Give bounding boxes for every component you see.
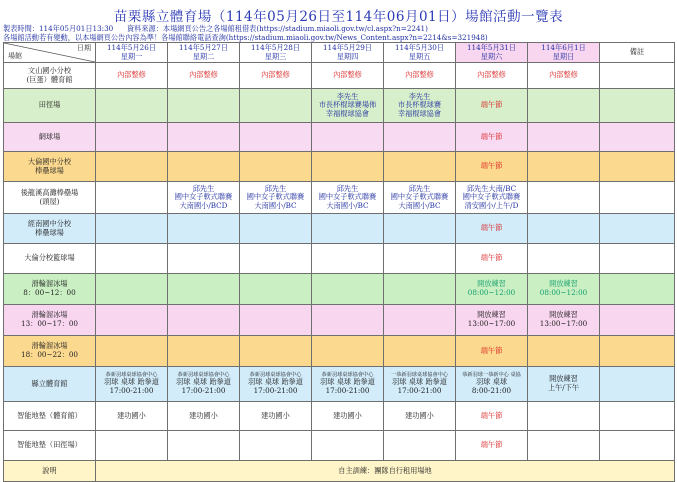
cell-note — [600, 182, 675, 214]
day-header-tue: 114年5月27日 星期二 — [168, 43, 240, 63]
cell-tue: 建功國小 — [168, 402, 240, 431]
venue-label: 大倫國中分校 棒壘球場 — [4, 152, 96, 182]
note-header: 備註 — [600, 43, 675, 63]
header-row — [4, 43, 675, 63]
cell-note — [600, 244, 675, 274]
cell-sun: 開放練習 08:00~12:00 — [528, 274, 600, 305]
cell-tue — [168, 152, 240, 182]
data-source: 資料來源：本場網頁公告之各場館租借表(https://stadium.miaoli.gov.tw/cl.aspx?n=2241) — [126, 24, 428, 33]
cell-note — [600, 274, 675, 305]
venue-label: 滑輪溜冰場 8：00~12：00 — [4, 274, 96, 305]
day-header-thu: 114年5月29日 星期四 — [312, 43, 384, 63]
cell-sun — [528, 402, 600, 431]
cell-mon — [96, 274, 168, 305]
change-notice: 各場館活動若有變動，以本場網頁公告內容為準！各場館聯絡電話查詢(https://stadium.miaoli.gov.tw/News_Content.aspx?n=2214&s=321948) — [3, 33, 488, 42]
row-skating-morning — [4, 274, 675, 305]
cell-sun — [528, 336, 600, 367]
corner-cell — [4, 43, 96, 63]
day-header-sat: 114年5月31日 星期六 — [456, 43, 528, 63]
cell-mon — [96, 305, 168, 336]
cell-thu — [312, 274, 384, 305]
explanation-text: 自主訓練：團隊自行租用場地 — [96, 461, 675, 482]
cell-sat: 端午節 — [456, 402, 528, 431]
cell-thu — [312, 305, 384, 336]
cell-tue — [168, 431, 240, 461]
cell-wed — [240, 244, 312, 274]
day-header-fri: 114年5月30日 星期五 — [384, 43, 456, 63]
cell-wed — [240, 336, 312, 367]
cell-mon — [96, 336, 168, 367]
cell-fri: 邱先生 國中女子軟式聯賽 大南國小/BC — [384, 182, 456, 214]
cell-note — [600, 336, 675, 367]
cell-tue: 恭新羽球桌球協會中心 羽球 桌球 跆拳道 17:00-21:00 — [168, 367, 240, 402]
cell-sat: 端午節 — [456, 336, 528, 367]
cell-fri — [384, 274, 456, 305]
venue-label: 田徑場 — [4, 89, 96, 123]
cell-thu — [312, 152, 384, 182]
cell-thu: 建功國小 — [312, 402, 384, 431]
cell-wed: 建功國小 — [240, 402, 312, 431]
cell-mon — [96, 152, 168, 182]
venue-label: 文山國小分校 (巨蛋）體育館 — [4, 63, 96, 89]
cell-thu: 李先生 市長杯棍球賽場佈 幸福棍球協會 — [312, 89, 384, 123]
venue-label: 後龍溪高灘棒壘場 (頭屋) — [4, 182, 96, 214]
cell-sun: 內部整修 — [528, 63, 600, 89]
cell-tue — [168, 274, 240, 305]
page-title: 苗栗縣立體育場（114年05月26日至114年06月01日）場館活動一覽表 — [113, 9, 564, 25]
cell-mon: 恭新羽球桌球協會中心 羽球 桌球 跆拳道 17:00-21:00 — [96, 367, 168, 402]
cell-mon — [96, 214, 168, 244]
cell-wed — [240, 431, 312, 461]
row-skating-afternoon — [4, 305, 675, 336]
day-header-mon: 114年5月26日 星期一 — [96, 43, 168, 63]
row-track-field — [4, 89, 675, 123]
venue-label: 大倫分校籃球場 — [4, 244, 96, 274]
cell-sat: 端午節 — [456, 431, 528, 461]
row-basketball-court — [4, 244, 675, 274]
cell-wed — [240, 123, 312, 152]
cell-note — [600, 89, 675, 123]
cell-tue: 內部整修 — [168, 63, 240, 89]
cell-sat: 端午節 — [456, 123, 528, 152]
made-time: 製表時間：114年05月01日13:30 — [3, 24, 114, 33]
cell-tue — [168, 89, 240, 123]
cell-wed — [240, 152, 312, 182]
row-jingnan-baseball — [4, 214, 675, 244]
cell-thu: 恭新羽球桌球協會中心 羽球 桌球 跆拳道 17:00-21:00 — [312, 367, 384, 402]
cell-mon — [96, 123, 168, 152]
corner-date-label: 日期 — [77, 44, 91, 52]
cell-tue: 邱先生 國中女子軟式聯賽 大南國小/BCD — [168, 182, 240, 214]
cell-sat: 端午節 — [456, 214, 528, 244]
cell-wed — [240, 274, 312, 305]
cell-mon: 內部整修 — [96, 63, 168, 89]
cell-tue — [168, 214, 240, 244]
cell-fri: 建功國小 — [384, 402, 456, 431]
cell-fri: 李先生 市長杯棍球賽 幸福棍球協會 — [384, 89, 456, 123]
cell-sun — [528, 431, 600, 461]
day-header-sun: 114年6月1日 星期日 — [528, 43, 600, 63]
venue-label: 經南國中分校 棒壘球場 — [4, 214, 96, 244]
row-skating-evening — [4, 336, 675, 367]
cell-note — [600, 367, 675, 402]
cell-note — [600, 123, 675, 152]
row-dalun-baseball — [4, 152, 675, 182]
cell-sun — [528, 182, 600, 214]
cell-mon — [96, 431, 168, 461]
cell-mon — [96, 244, 168, 274]
cell-sat: 開放練習 08:00~12:00 — [456, 274, 528, 305]
cell-thu: 內部整修 — [312, 63, 384, 89]
cell-tue — [168, 123, 240, 152]
cell-sat: 端午節 — [456, 244, 528, 274]
cell-sat: 內部整修 — [456, 63, 528, 89]
cell-thu — [312, 431, 384, 461]
cell-note — [600, 402, 675, 431]
cell-fri — [384, 431, 456, 461]
cell-fri — [384, 152, 456, 182]
cell-sat: 開放練習 13:00~17:00 — [456, 305, 528, 336]
cell-fri: 內部整修 — [384, 63, 456, 89]
cell-mon — [96, 182, 168, 214]
venue-label: 智能地墊（體育館） — [4, 402, 96, 431]
venue-label: 說明 — [4, 461, 96, 482]
cell-thu — [312, 336, 384, 367]
cell-wed: 恭新羽球桌球協會中心 羽球 桌球 跆拳道 17:00-21:00 — [240, 367, 312, 402]
cell-sat: 端午節 — [456, 152, 528, 182]
cell-thu — [312, 123, 384, 152]
cell-wed — [240, 89, 312, 123]
schedule-table — [3, 42, 675, 482]
cell-wed — [240, 305, 312, 336]
cell-wed — [240, 214, 312, 244]
cell-thu — [312, 244, 384, 274]
cell-fri — [384, 123, 456, 152]
cell-tue — [168, 336, 240, 367]
cell-note — [600, 63, 675, 89]
cell-fri: 一恭新羽球桌球協會中心 羽球 桌球 跆拳道 17:00-21:00 — [384, 367, 456, 402]
venue-label: 縣立體育館 — [4, 367, 96, 402]
row-houlong-baseball — [4, 182, 675, 214]
cell-sun: 開放練習 上午/下午 — [528, 367, 600, 402]
cell-tue — [168, 305, 240, 336]
row-smart-mat-track — [4, 431, 675, 461]
cell-mon: 建功國小 — [96, 402, 168, 431]
cell-thu: 邱先生 國中女子軟式聯賽 大南國小/BC — [312, 182, 384, 214]
cell-sat: 邱先生大南/BC 國中女子軟式聯賽 清安國小/上午/D — [456, 182, 528, 214]
row-tennis-court — [4, 123, 675, 152]
venue-label: 智能地墊（田徑場） — [4, 431, 96, 461]
cell-sun: 開放練習 13:00~17:00 — [528, 305, 600, 336]
cell-fri — [384, 336, 456, 367]
row-arena — [4, 63, 675, 89]
cell-thu — [312, 214, 384, 244]
cell-sat: 恭新羽球一恭新中心 桌協 羽球 桌球 8:00-21:00 — [456, 367, 528, 402]
row-county-gym — [4, 367, 675, 402]
cell-mon — [96, 89, 168, 123]
day-header-wed: 114年5月28日 星期三 — [240, 43, 312, 63]
cell-sun — [528, 152, 600, 182]
cell-note — [600, 152, 675, 182]
cell-fri — [384, 214, 456, 244]
cell-sun — [528, 89, 600, 123]
cell-note — [600, 214, 675, 244]
corner-venue-label: 場館 — [8, 52, 22, 61]
cell-note — [600, 305, 675, 336]
venue-label: 網球場 — [4, 123, 96, 152]
cell-tue — [168, 244, 240, 274]
cell-note — [600, 431, 675, 461]
cell-sun — [528, 123, 600, 152]
cell-sun — [528, 244, 600, 274]
venue-label: 滑輪溜冰場 13：00~17：00 — [4, 305, 96, 336]
row-explanation — [4, 461, 675, 482]
cell-sun — [528, 214, 600, 244]
venue-label: 滑輪溜冰場 18：00~22：00 — [4, 336, 96, 367]
cell-fri — [384, 305, 456, 336]
cell-wed: 內部整修 — [240, 63, 312, 89]
cell-fri — [384, 244, 456, 274]
cell-sat: 端午節 — [456, 89, 528, 123]
cell-wed: 邱先生 國中女子軟式聯賽 大南國小/BC — [240, 182, 312, 214]
row-smart-mat-gym — [4, 402, 675, 431]
